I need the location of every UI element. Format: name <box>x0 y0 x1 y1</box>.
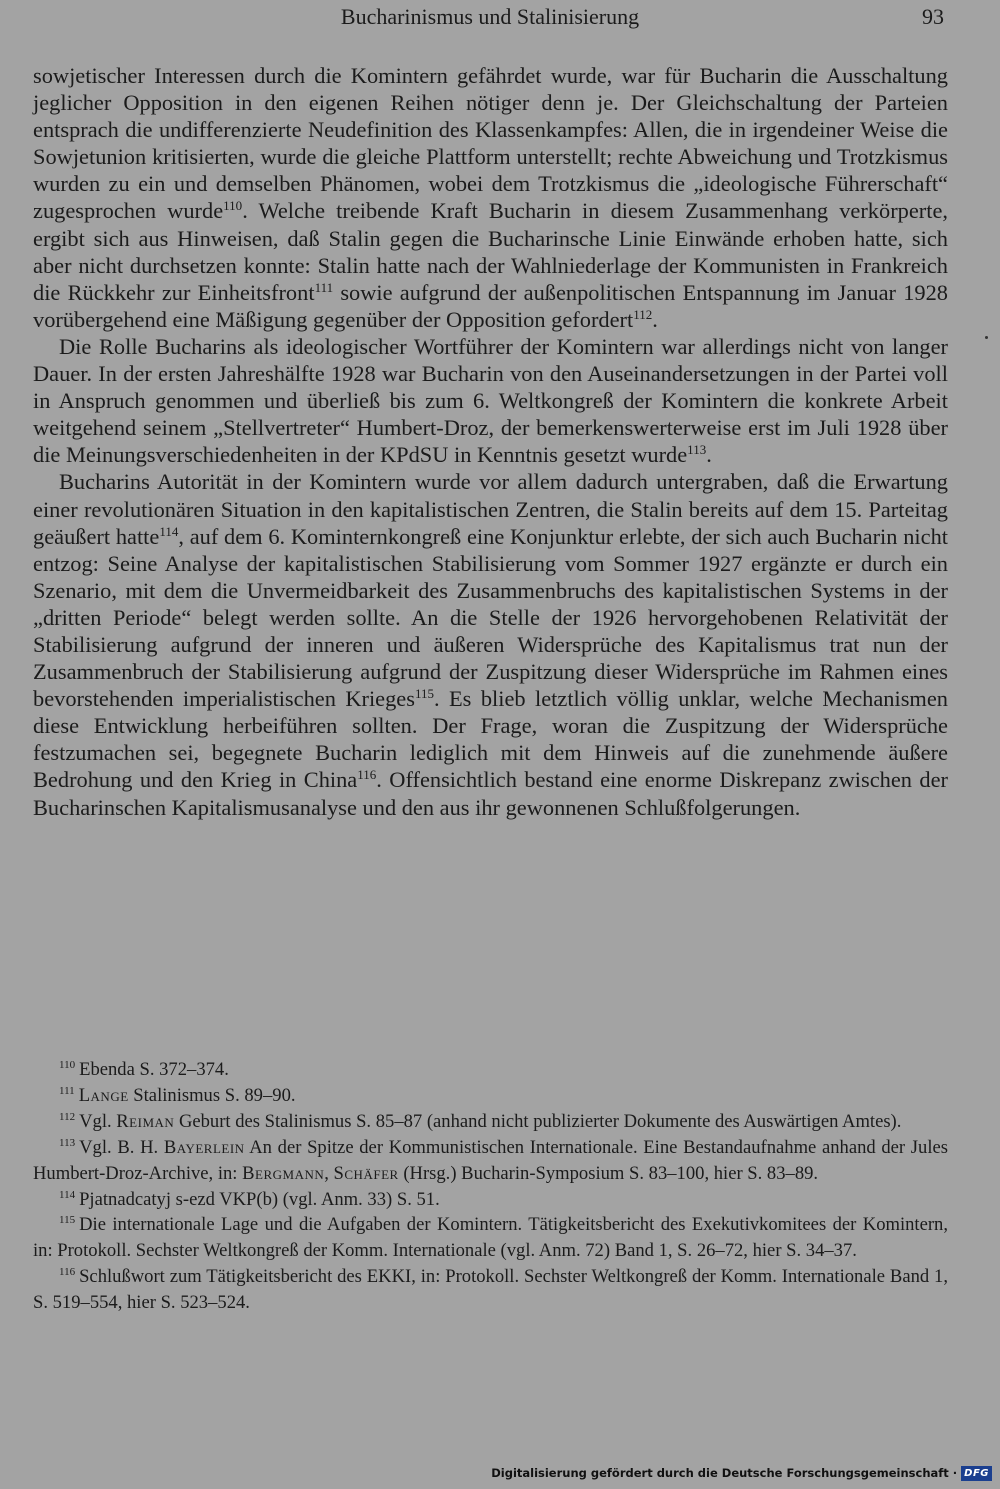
paragraph: sowjetischer Interessen durch die Komintern gefährdet wurde, war für Bucharin die Ausschaltung jeglicher Opposition in den eigenen Reihen nötiger denn je. Der Gleichschaltung der Parteien entsprach die undifferenzierte Neudefinition des Klassenkampfes: Allen, die in irgendeiner Weise die Sowjetunion kritisierten, wurde die gleiche Plattform unterstellt; rechte Abweichung und Trotzkismus wurden zu ein und demselben Phänomen, wobei dem Trotzkismus die „ideologische Führerschaft“ zugesprochen wurde$^{110}$. Welche treibende Kraft Bucharin in diesem Zusammenhang verkörperte, ergibt sich aus Hinweisen, daß Stalin gegen die Bucharinsche Linie Einwände erhoben hatte, sich aber nicht durchsetzen konnte: Stalin hatte nach der Wahlniederlage der Kommunisten in Frankreich die Rückkehr zur Einheitsfront$^{111}$ sowie aufgrund der außenpolitischen Entspannung im Januar 1928 vorübergehend eine Mäßigung gegenüber der Opposition gefordert$^{112}$. <box>33 63 948 332</box>
running-title: Bucharinismus und Stalinisierung <box>340 4 640 29</box>
author-name: Schäfer <box>333 1162 399 1184</box>
paragraph: Die Rolle Bucharins als ideologischer Wortführer der Komintern war allerdings nicht von langer Dauer. In der ersten Jahreshälfte 1928 war Bucharin von den Auseinandersetzungen in der Partei voll in Anspruch genommen und überließ bis zum 6. Weltkongreß der Komintern die konkrete Arbeit weitgehend seinem „Stellvertreter“ Humbert-Droz, der bemerkenswerterweise erst im Juli 1928 über die Meinungsverschiedenheiten in der KPdSU in Kenntnis gesetzt wurde$^{113}$. <box>33 333 948 468</box>
author-name: Lange <box>78 1084 129 1106</box>
footnote-115: $^{115}$ Die internationale Lage und die Aufgaben der Komintern. Tätigkeitsbericht des Exekutivkomitees der Komintern, in: Protokoll. Sechster Weltkongreß der Komm. Internationale (vgl. Anm. 72) Band 1, S. 26–72, hier S. 34–37. <box>33 1214 948 1262</box>
footnote-ref: 115 <box>414 686 434 702</box>
footnote-ref: 113 <box>687 442 707 458</box>
digitization-footer <box>491 1464 992 1482</box>
footnote-ref: 110 <box>223 198 243 214</box>
footnote-ref: 112 <box>633 306 653 322</box>
footnote-number: 116 <box>59 1266 76 1279</box>
footnotes <box>33 1057 948 1316</box>
footnote-number: 114 <box>59 1188 76 1201</box>
footnote-number: 115 <box>59 1214 76 1227</box>
author-name: Bergmann <box>242 1162 325 1184</box>
author-name: Reiman <box>116 1110 175 1132</box>
footnote-116: $^{116}$ Schlußwort zum Tätigkeitsbericht des EKKI, in: Protokoll. Sechster Weltkongreß der Komm. Internationale Band 1, S. 519–554, hier S. 523–524. <box>33 1266 948 1314</box>
dfg-logo: DFG <box>961 1466 992 1481</box>
footnote-112: $^{112}$ Vgl. Reiman Geburt des Stalinismus S. 85–87 (anhand nicht publizierter Dokumente des Auswärtigen Amtes). <box>59 1110 902 1132</box>
funding-note: Digitalisierung gefördert durch die Deutsche Forschungsgemeinschaft · <box>491 1466 958 1480</box>
footnote-110: $^{110}$ Ebenda S. 372–374. <box>59 1059 229 1080</box>
paragraph: Bucharins Autorität in der Komintern wurde vor allem dadurch untergraben, daß die Erwartung einer revolutionären Situation in den kapitalistischen Zentren, die Stalin bereits auf dem 15. Parteitag geäußert hatte$^{114}$, auf dem 6. Kominternkongreß eine Konjunktur erlebte, der sich auch Bucharin nicht entzog: Seine Analyse der kapitalistischen Stabilisierung vom Sommer 1927 ergänzte er durch ein Szenario, mit dem die Unvermeidbarkeit des Zusammenbruchs des kapitalistischen Systems in der „dritten Periode“ belegt werden sollte. An die Stelle der 1926 hervorgehobenen Relativität der Stabilisierung aufgrund der inneren und äußeren Widersprüche des Kapitalismus trat nun der Zusammenbruch der Stabilisierung aufgrund der Zuspitzung dieser Widersprüche im Rahmen eines bevorstehenden imperialistischen Krieges$^{115}$. Es blieb letztlich völlig unklar, welche Mechanismen diese Entwicklung herbeiführen sollten. Der Frage, woran die Zuspitzung der Widersprüche festzumachen sei, begegnete Bucharin lediglich mit dem Hinweis auf die zunehmende äußere Bedrohung und den Krieg in China$^{116}$. Offensichtlich bestand eine enorme Diskrepanz zwischen der Bucharinschen Kapitalismusanalyse und den aus ihr gewonnenen Schlußfolgerungen. <box>33 469 948 820</box>
footnote-number: 113 <box>59 1136 76 1149</box>
footnote-number: 111 <box>59 1084 75 1097</box>
footnote-114: $^{114}$ Pjatnadcatyj s-ezd VKP(b) (vgl. Anm. 33) S. 51. <box>59 1188 440 1210</box>
footnote-ref: 114 <box>159 523 179 539</box>
footnote-111: $^{111}$ Lange Stalinismus S. 89–90. <box>59 1084 296 1106</box>
footnote-number: 112 <box>59 1110 76 1123</box>
footnote-ref: 111 <box>314 279 334 295</box>
author-name: Bayerlein <box>163 1136 245 1158</box>
running-head <box>30 4 950 34</box>
footnote-ref: 116 <box>357 767 377 783</box>
body-text <box>33 62 948 821</box>
footnote-number: 110 <box>59 1059 76 1071</box>
footnote-113: $^{113}$ Vgl. B. H. Bayerlein An der Spitze der Kommunistischen Internationale. Eine Bestandaufnahme anhand der Jules Humbert-Droz-Archive, in: Bergmann, Schäfer (Hrsg.) Bucharin-Symposium S. 83–100, hier S. 83–89. <box>33 1136 948 1184</box>
scan-speck <box>985 336 988 339</box>
page-number: 93 <box>922 4 944 29</box>
